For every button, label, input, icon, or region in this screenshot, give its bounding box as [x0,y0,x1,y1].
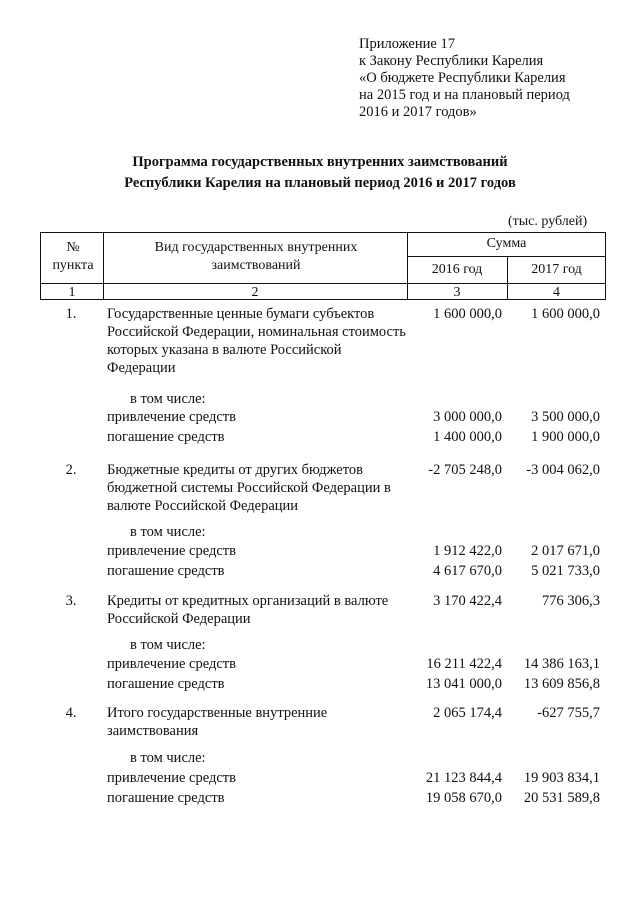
title-line: Программа государственных внутренних заимствований [132,154,508,170]
item-description: Государственные ценные бумаги субъектов Российской Федерации, номинальная стоимость которых указана в валюте Российской Федерации [107,306,406,376]
item-number: 2. [65,462,77,478]
including-label: в том числе: [130,391,206,407]
item-number: 3. [65,593,77,609]
repay-2017: 20 531 589,8 [523,790,600,806]
value-2017: 1 600 000,0 [531,306,600,322]
attract-label: привлечение средств [107,656,236,672]
divider [407,256,606,257]
repay-2017: 13 609 856,8 [523,676,600,692]
attract-2017: 14 386 163,1 [523,656,600,672]
attract-2016: 3 000 000,0 [433,409,502,425]
attract-label: привлечение средств [107,543,236,559]
attract-2017: 19 903 834,1 [523,770,600,786]
repay-2016: 4 617 670,0 [433,563,502,579]
attract-label: привлечение средств [107,770,236,786]
header-sum: Сумма [486,236,527,251]
item-number: 4. [65,705,77,721]
appendix-line: 2016 и 2017 годов» [359,104,477,120]
value-2016: -2 705 248,0 [428,462,502,478]
appendix-line: на 2015 год и на плановый период [359,87,570,103]
repay-2017: 5 021 733,0 [531,563,600,579]
value-2016: 1 600 000,0 [433,306,502,322]
including-label: в том числе: [130,750,206,766]
header-type: Вид государственных внутренних заимствований [154,240,358,273]
appendix-line: «О бюджете Республики Карелия [359,70,566,86]
appendix-header [359,36,619,121]
column-number: 3 [453,285,461,300]
repay-label: погашение средств [107,676,225,692]
including-label: в том числе: [130,637,206,653]
item-number: 1. [65,306,77,322]
item-description: Итого государственные внутренние заимствования [107,705,328,739]
attract-label: привлечение средств [107,409,236,425]
value-2017: 776 306,3 [542,593,600,609]
column-number: 1 [68,285,76,300]
attract-2017: 2 017 671,0 [531,543,600,559]
header-num: № пункта [52,240,94,273]
repay-2016: 19 058 670,0 [425,790,502,806]
value-2017: -3 004 062,0 [526,462,600,478]
repay-label: погашение средств [107,429,225,445]
repay-2017: 1 900 000,0 [531,429,600,445]
value-2017: -627 755,7 [537,705,600,721]
repay-2016: 13 041 000,0 [425,676,502,692]
document-title [0,152,640,194]
repay-label: погашение средств [107,563,225,579]
appendix-line: Приложение 17 [359,36,455,52]
units-label: (тыс. рублей) [508,214,588,229]
column-number: 2 [251,285,259,300]
value-2016: 2 065 174,4 [433,705,502,721]
attract-2016: 1 912 422,0 [433,543,502,559]
item-description: Кредиты от кредитных организаций в валюте Российской Федерации [107,593,389,627]
attract-2016: 16 211 422,4 [426,656,502,672]
repay-label: погашение средств [107,790,225,806]
header-year-2017: 2017 год [531,262,582,277]
item-description: Бюджетные кредиты от других бюджетов бюджетной системы Российской Федерации в валюте Российской Федерации [107,462,391,514]
including-label: в том числе: [130,524,206,540]
repay-2016: 1 400 000,0 [433,429,502,445]
header-year-2016: 2016 год [431,262,483,277]
title-line: Республики Карелия на плановый период 2016 и 2017 годов [124,175,516,191]
attract-2016: 21 123 844,4 [425,770,502,786]
attract-2017: 3 500 000,0 [531,409,600,425]
value-2016: 3 170 422,4 [433,593,502,609]
appendix-line: к Закону Республики Карелия [359,53,544,69]
column-number: 4 [553,285,560,300]
table-header [40,232,606,300]
